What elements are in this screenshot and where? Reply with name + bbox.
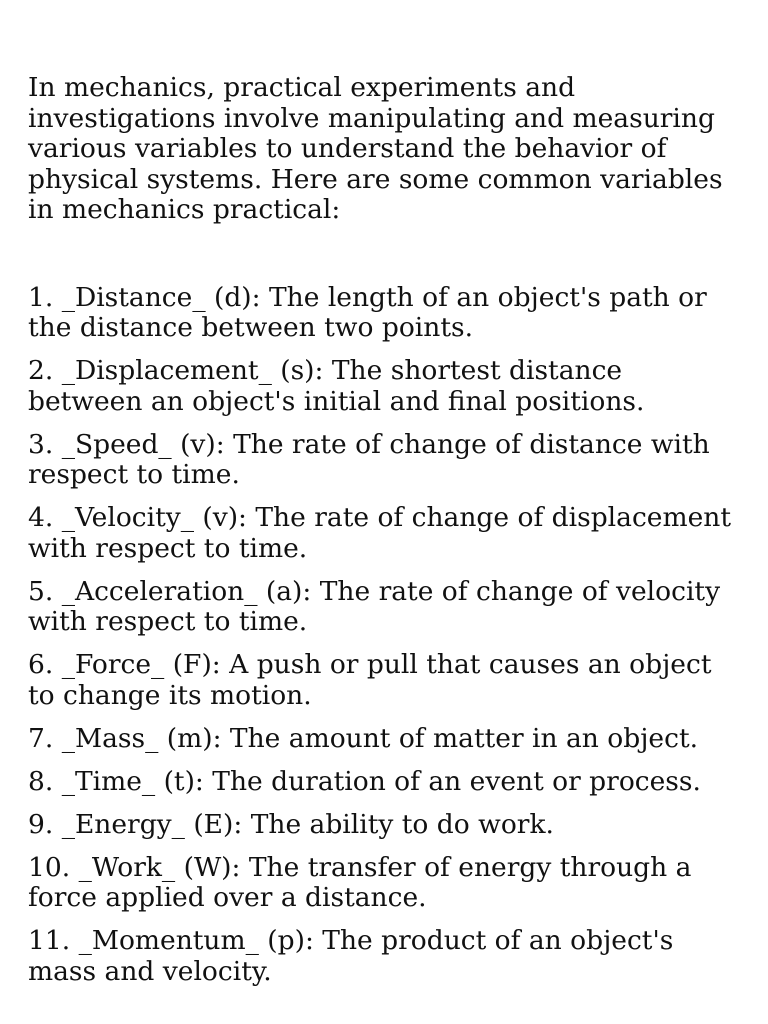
list-item: 11. _Momentum_ (p): The product of an object's mass and velocity. bbox=[28, 925, 674, 987]
list-item: 10. _Work_ (W): The transfer of energy through a force applied over a distance. bbox=[28, 851, 692, 913]
list-item: 2. _Displacement_ (s): The shortest distance between an object's initial and final positions. bbox=[28, 355, 645, 417]
variables-list bbox=[28, 283, 740, 988]
list-item: 6. _Force_ (F): A push or pull that causes an object to change its motion. bbox=[28, 649, 712, 711]
list-item: 4. _Velocity_ (v): The rate of change of displacement with respect to time. bbox=[28, 502, 732, 564]
list-item: 8. _Time_ (t): The duration of an event or process. bbox=[28, 765, 701, 797]
list-item: 3. _Speed_ (v): The rate of change of distance with respect to time. bbox=[28, 428, 710, 490]
list-item: 9. _Energy_ (E): The ability to do work. bbox=[28, 808, 554, 840]
intro-paragraph: In mechanics, practical experiments and investigations involve manipulating and measuring various variables to understand the behavior of physical systems. Here are some common variables in mechanics practical: bbox=[28, 72, 723, 225]
list-item: 5. _Acceleration_ (a): The rate of change of velocity with respect to time. bbox=[28, 575, 721, 637]
list-item: 1. _Distance_ (d): The length of an object's path or the distance between two points. bbox=[28, 281, 707, 343]
list-item: 7. _Mass_ (m): The amount of matter in an object. bbox=[28, 722, 699, 754]
